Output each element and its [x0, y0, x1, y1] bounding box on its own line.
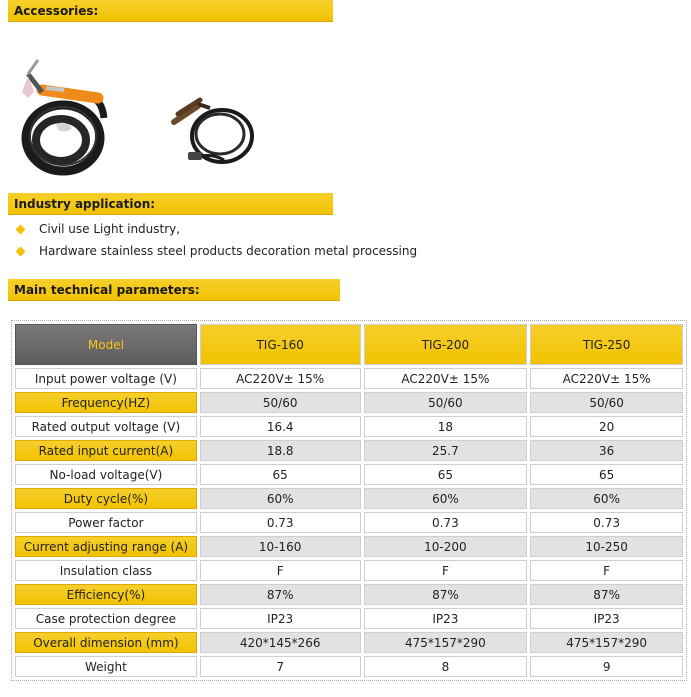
row-label-cell: Current adjusting range (A) [15, 536, 197, 557]
value-cell: F [200, 560, 361, 581]
value-cell: 50/60 [364, 392, 528, 413]
table-row [15, 656, 683, 677]
row-label-cell: Frequency(HZ) [15, 392, 197, 413]
row-label-cell: Overall dimension (mm) [15, 632, 197, 653]
value-cell: 0.73 [200, 512, 361, 533]
value-cell: 60% [364, 488, 528, 509]
value-cell: 10-160 [200, 536, 361, 557]
row-label-cell: Weight [15, 656, 197, 677]
column-header-tig-160: TIG-160 [200, 324, 361, 365]
value-cell: 420*145*266 [200, 632, 361, 653]
value-cell: 65 [364, 464, 528, 485]
value-cell: 16.4 [200, 416, 361, 437]
value-cell: IP23 [530, 608, 683, 629]
table-row [15, 440, 683, 461]
value-cell: IP23 [200, 608, 361, 629]
table-header-row [15, 324, 683, 365]
value-cell: 87% [200, 584, 361, 605]
accessories-header: Accessories: [8, 0, 333, 22]
ground-clamp-image [170, 86, 258, 170]
industry-application-header: Industry application: [8, 193, 333, 215]
value-cell: 475*157*290 [530, 632, 683, 653]
value-cell: 60% [530, 488, 683, 509]
value-cell: 9 [530, 656, 683, 677]
table-row [15, 488, 683, 509]
list-item [14, 218, 417, 240]
value-cell: 65 [530, 464, 683, 485]
row-label-cell: No-load voltage(V) [15, 464, 197, 485]
list-item [14, 240, 417, 262]
row-label-cell: Power factor [15, 512, 197, 533]
value-cell: 87% [364, 584, 528, 605]
industry-application-list [14, 218, 417, 262]
value-cell: AC220V± 15% [364, 368, 528, 389]
value-cell: 65 [200, 464, 361, 485]
column-header-model: Model [15, 324, 197, 365]
parameters-table [12, 321, 686, 680]
row-label-cell: Rated input current(A) [15, 440, 197, 461]
value-cell: IP23 [364, 608, 528, 629]
tig-torch-image [16, 52, 126, 177]
value-cell: AC220V± 15% [530, 368, 683, 389]
value-cell: 10-200 [364, 536, 528, 557]
table-row [15, 464, 683, 485]
diamond-bullet-icon [16, 224, 26, 234]
value-cell: F [530, 560, 683, 581]
value-cell: 60% [200, 488, 361, 509]
table-row [15, 536, 683, 557]
value-cell: 7 [200, 656, 361, 677]
column-header-tig-250: TIG-250 [530, 324, 683, 365]
value-cell: 25.7 [364, 440, 528, 461]
row-label-cell: Insulation class [15, 560, 197, 581]
value-cell: 18.8 [200, 440, 361, 461]
row-label-cell: Rated output voltage (V) [15, 416, 197, 437]
row-label-cell: Case protection degree [15, 608, 197, 629]
value-cell: AC220V± 15% [200, 368, 361, 389]
value-cell: 8 [364, 656, 528, 677]
value-cell: 0.73 [530, 512, 683, 533]
table-row [15, 392, 683, 413]
value-cell: 36 [530, 440, 683, 461]
value-cell: 50/60 [200, 392, 361, 413]
table-row [15, 416, 683, 437]
value-cell: 18 [364, 416, 528, 437]
table-row [15, 608, 683, 629]
value-cell: 50/60 [530, 392, 683, 413]
diamond-bullet-icon [16, 246, 26, 256]
value-cell: 87% [530, 584, 683, 605]
row-label-cell: Efficiency(%) [15, 584, 197, 605]
list-item-text: Civil use Light industry, [39, 222, 181, 236]
row-label-cell: Duty cycle(%) [15, 488, 197, 509]
table-row [15, 512, 683, 533]
table-row [15, 584, 683, 605]
column-header-tig-200: TIG-200 [364, 324, 528, 365]
value-cell: 0.73 [364, 512, 528, 533]
value-cell: 20 [530, 416, 683, 437]
main-parameters-header: Main technical parameters: [8, 279, 340, 301]
table-row [15, 632, 683, 653]
table-row [15, 560, 683, 581]
parameters-table-body [15, 368, 683, 677]
value-cell: 10-250 [530, 536, 683, 557]
table-row [15, 368, 683, 389]
value-cell: F [364, 560, 528, 581]
row-label-cell: Input power voltage (V) [15, 368, 197, 389]
value-cell: 475*157*290 [364, 632, 528, 653]
list-item-text: Hardware stainless steel products decoration metal processing [39, 244, 418, 258]
